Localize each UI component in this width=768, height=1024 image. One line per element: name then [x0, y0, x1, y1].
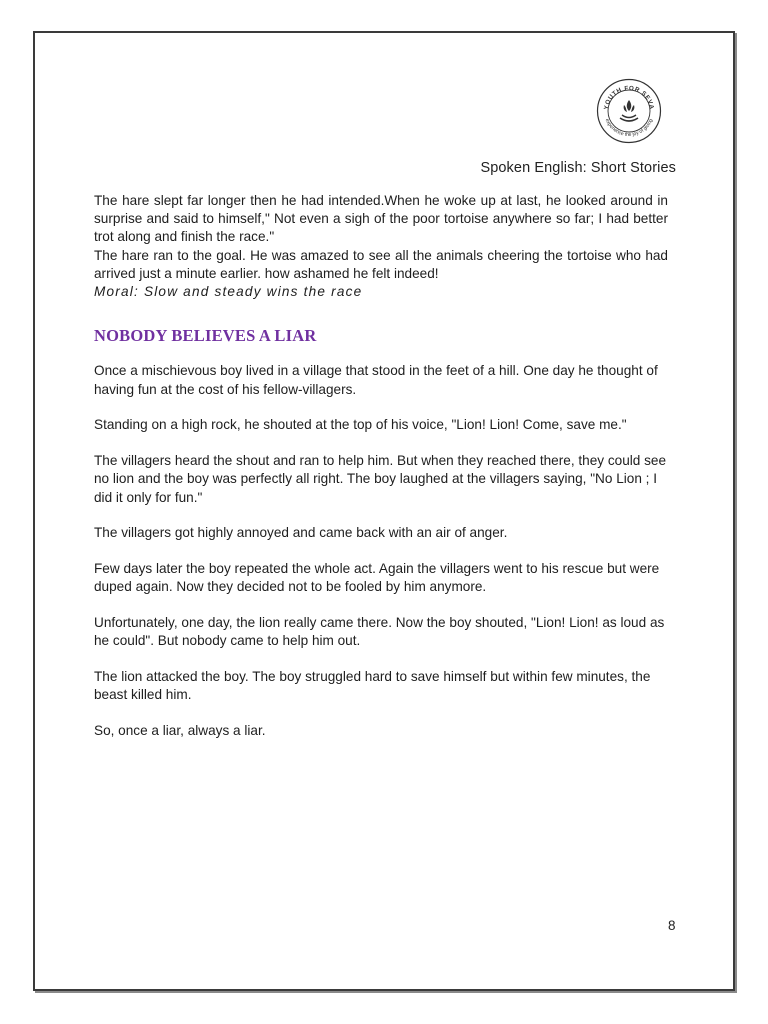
story-paragraph: So, once a liar, always a liar.: [94, 723, 266, 739]
svg-text:YOUTH FOR SEVA: YOUTH FOR SEVA: [602, 84, 656, 111]
youth-for-seva-logo: [596, 78, 662, 144]
story-paragraph: Few days later the boy repeated the whole act. Again the villagers went to his rescue but were duped again. Now they decided not to be fooled by him anymore.: [94, 561, 660, 595]
story-paragraph: Once a mischievous boy lived in a village that stood in the feet of a hill. One day he thought of having fun at the cost of his fellow-villagers.: [94, 363, 658, 397]
page-content: [94, 192, 668, 758]
story-paragraph: The villagers got highly annoyed and came back with an air of anger.: [94, 525, 508, 541]
svg-text:experience the joy of giving: experience the joy of giving: [603, 117, 655, 139]
previous-story-paragraph-2: The hare ran to the goal. He was amazed to see all the animals cheering the tortoise who had arrived just a minute earlier. how ashamed he felt indeed!: [94, 247, 668, 281]
moral-line: Moral: Slow and steady wins the race: [94, 284, 363, 300]
previous-story-paragraph-1: The hare slept far longer then he had intended.When he woke up at last, he looked around in surprise and said to himself," Not even a sigh of the poor tortoise anywhere so far; I had better trot along and finish the race.": [94, 193, 668, 245]
story-paragraph: Standing on a high rock, he shouted at the top of his voice, "Lion! Lion! Come, save me.": [94, 417, 627, 433]
header-title: Spoken English: Short Stories: [480, 160, 676, 176]
page-number: 8: [668, 918, 676, 933]
story-paragraph: The villagers heard the shout and ran to help him. But when they reached there, they could see no lion and the boy was perfectly all right. The boy laughed at the villagers saying, "No Lion ; I did it only for fun.": [94, 453, 667, 505]
story-title: NOBODY BELIEVES A LIAR: [94, 326, 317, 346]
story-paragraph: Unfortunately, one day, the lion really came there. Now the boy shouted, "Lion! Lion! as loud as he could". But nobody came to help him out.: [94, 615, 665, 649]
story-paragraph: The lion attacked the boy. The boy struggled hard to save himself but within few minutes, the beast killed him.: [94, 669, 651, 703]
